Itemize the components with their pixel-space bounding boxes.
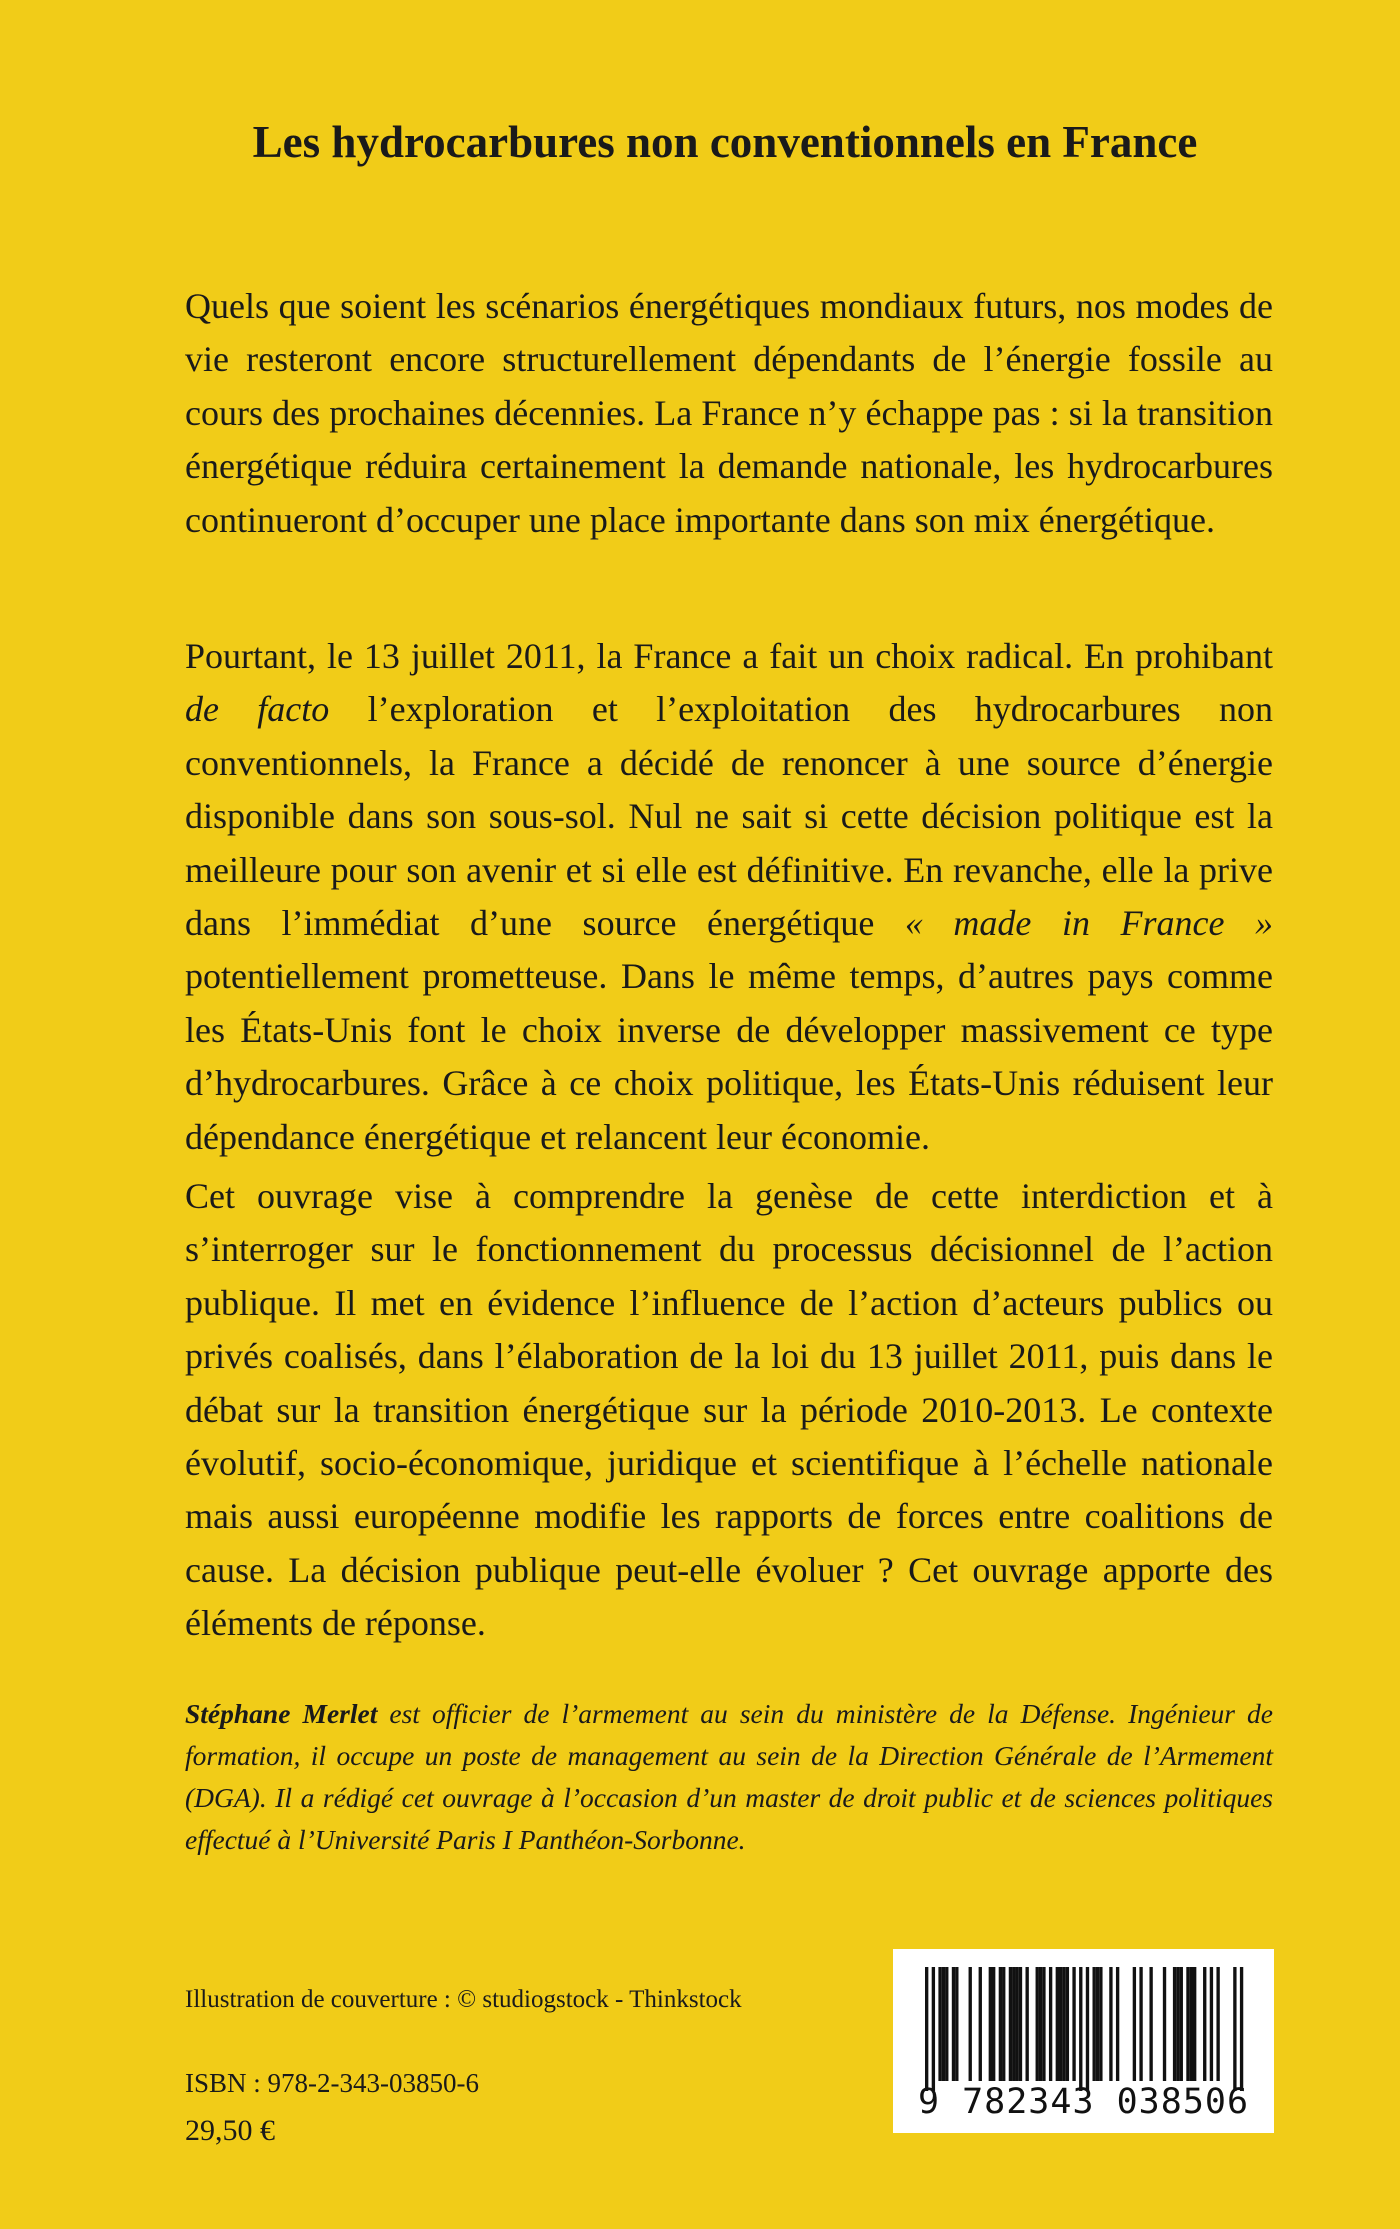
barcode-bar bbox=[1176, 1967, 1179, 2081]
paragraph-decision-text-1: Pourtant, le 13 juillet 2011, la France a fait un choix radical. En prohibant bbox=[185, 636, 1273, 676]
barcode-bar bbox=[1099, 1967, 1102, 2081]
barcode-bar bbox=[999, 1967, 1002, 2081]
paragraph-decision-italic-2: « made in France » bbox=[904, 903, 1274, 944]
barcode-bar bbox=[1173, 1967, 1176, 2081]
barcode bbox=[893, 1949, 1274, 2133]
barcode-bar bbox=[1109, 1967, 1112, 2081]
barcode-bar bbox=[1093, 1967, 1096, 2081]
barcode-bar bbox=[955, 1967, 958, 2081]
barcode-bar bbox=[979, 1967, 982, 2081]
paragraph-decision-text-3: potentiellement prometteuse. Dans le même temps, d’autres pays comme les États-Unis font le choix inverse de développer massivement ce type d’hydrocarbures. Grâce à ce choix politique, les États-Unis réduisent leur dépendance énergétique et relancent leur économie. bbox=[185, 956, 1273, 1157]
barcode-bar bbox=[1190, 1967, 1193, 2081]
barcode-bar bbox=[1036, 1967, 1039, 2081]
paragraph-purpose: Cet ouvrage vise à comprendre la genèse de cette interdiction et à s’interroger sur le fonctionnement du processus décisionnel de l’action publique. Il met en évidence l’influence de l’action d’acteurs publics ou privés coalisés, dans l’élaboration de la loi du 13 juillet 2011, puis dans le débat sur la transition énergétique sur la période 2010-2013. Le contexte évolutif, socio-économique, juridique et scientifique à l’échelle nationale mais aussi européenne modifie les rapports de forces entre coalitions de cause. La décision publique peut-elle évoluer ? Cet ouvrage apporte des éléments de réponse. bbox=[185, 1176, 1273, 1644]
price: 29,50 € bbox=[185, 2114, 275, 2147]
book-title: Les hydrocarbures non conventionnels en France bbox=[252, 117, 1198, 167]
barcode-bar bbox=[1026, 1967, 1029, 2081]
barcode-bar bbox=[1216, 1967, 1219, 2081]
barcode-bar bbox=[1079, 1967, 1082, 2091]
barcode-bar bbox=[1133, 1967, 1136, 2081]
barcode-bar bbox=[1096, 1967, 1099, 2081]
barcode-bar bbox=[938, 1967, 941, 2081]
barcode-bar bbox=[1180, 1967, 1183, 2081]
barcode-bar bbox=[1049, 1967, 1052, 2081]
barcode-bar bbox=[1062, 1967, 1065, 2081]
barcode-bar bbox=[1059, 1967, 1062, 2081]
author-bio bbox=[185, 1693, 1273, 1861]
barcode-bar bbox=[989, 1967, 992, 2081]
author-name: Stéphane Merlet bbox=[185, 1698, 378, 1729]
barcode-bar bbox=[1210, 1967, 1213, 2081]
barcode-bar bbox=[1149, 1967, 1152, 2081]
barcode-bar bbox=[1186, 1967, 1189, 2081]
barcode-bar bbox=[1015, 1967, 1018, 2081]
barcode-bar bbox=[1116, 1967, 1119, 2081]
barcode-bar bbox=[1002, 1967, 1005, 2081]
barcode-bar bbox=[1019, 1967, 1022, 2081]
barcode-digits: 9 782343 038506 bbox=[917, 2082, 1250, 2122]
paragraph-decision bbox=[185, 630, 1273, 1164]
barcode-bar bbox=[1009, 1967, 1012, 2081]
barcode-bar bbox=[945, 1967, 948, 2081]
paragraph-decision-italic-1: de facto bbox=[185, 689, 330, 730]
barcode-bar bbox=[1012, 1967, 1015, 2081]
isbn: ISBN : 978-2-343-03850-6 bbox=[185, 2068, 479, 2098]
barcode-bar bbox=[1086, 1967, 1089, 2091]
barcode-bar bbox=[1193, 1967, 1196, 2081]
author-bio-text: est officier de l’armement au sein du ministère de la Défense. Ingénieur de formation, il occupe un poste de management au sein de la Direction Générale de l’Armement (DGA). Il a rédigé cet ouvrage à l’occasion d’un master de droit public et de sciences politiques effectué à l’Université Paris I Panthéon-Sorbonne. bbox=[185, 1698, 1274, 1855]
paragraph-intro: Quels que soient les scénarios énergétiques mondiaux futurs, nos modes de vie resteront encore structurellement dépendants de l’énergie fossile au cours des prochaines décennies. La France n’y échappe pas : si la transition énergétique réduira certainement la demande nationale, les hydrocarbures continueront d’occuper une place importante dans son mix énergétique. bbox=[185, 286, 1273, 540]
barcode-bar bbox=[1240, 1967, 1243, 2091]
barcode-bar bbox=[1163, 1967, 1166, 2081]
barcode-bar bbox=[1066, 1967, 1069, 2081]
barcode-bar bbox=[952, 1967, 955, 2081]
barcode-bar bbox=[1233, 1967, 1236, 2091]
barcode-bar bbox=[1042, 1967, 1045, 2081]
barcode-bar bbox=[932, 1967, 935, 2091]
paragraph-decision-text-2: l’exploration et l’exploitation des hydrocarbures non conventionnels, la France a décidé de renoncer à une source d’énergie disponible dans son sous-sol. Nul ne sait si cette décision politique est la meilleure pour son avenir et si elle est définitive. En revanche, elle la prive dans l’immédiat d’une source énergétique bbox=[185, 689, 1274, 944]
barcode-bar bbox=[1139, 1967, 1142, 2081]
barcode-bar bbox=[1039, 1967, 1042, 2081]
barcode-bar bbox=[925, 1967, 928, 2091]
barcode-bar bbox=[969, 1967, 972, 2081]
barcode-bar bbox=[1072, 1967, 1075, 2081]
barcode-bar bbox=[992, 1967, 995, 2081]
barcode-bar bbox=[1203, 1967, 1206, 2081]
barcode-bar bbox=[1056, 1967, 1059, 2081]
cover-credit: Illustration de couverture : © studiogstock - Thinkstock bbox=[185, 1986, 742, 2013]
barcode-bar bbox=[942, 1967, 945, 2081]
